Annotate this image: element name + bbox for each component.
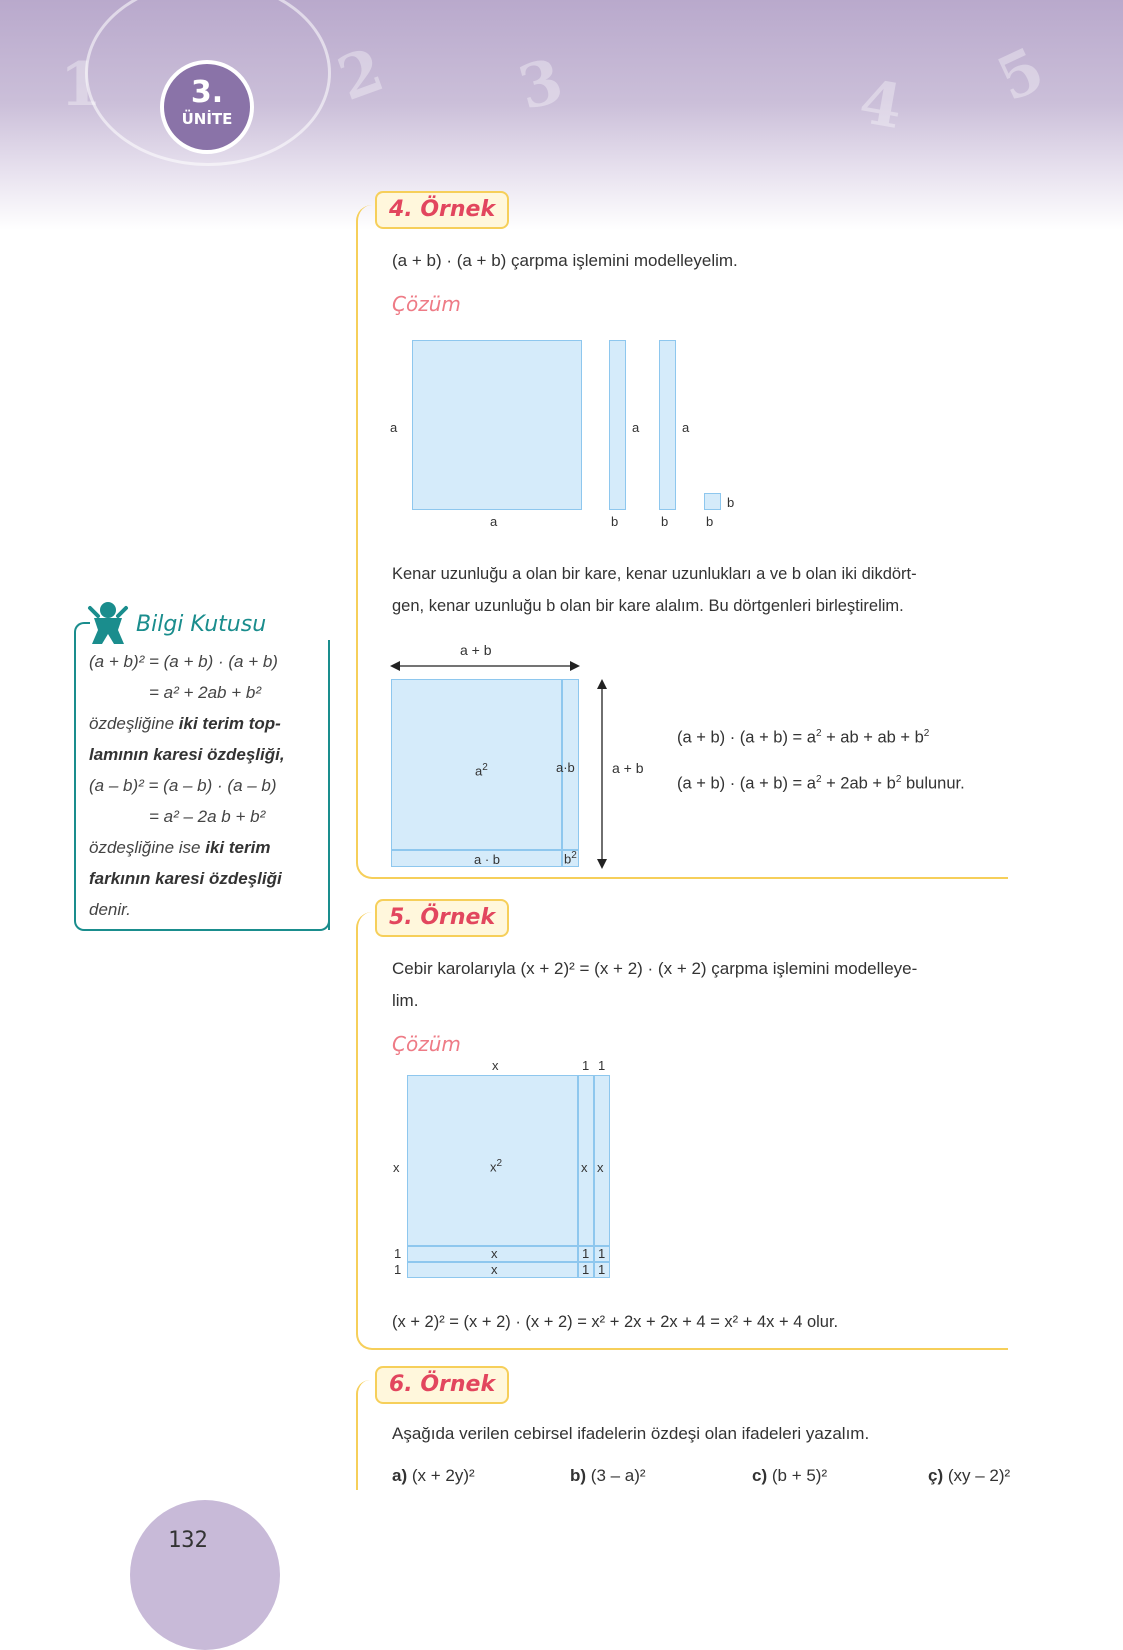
- bilgi-line: lamının karesi özdeşliği,: [89, 745, 285, 764]
- rect1-bottom-label: b: [611, 514, 619, 529]
- tiles-top-1-label: 1: [582, 1058, 590, 1073]
- tiles-unit-label: 1: [582, 1246, 590, 1261]
- rect2-side-label: a: [682, 420, 690, 435]
- fig2-right-label: a + b: [612, 760, 644, 776]
- fig2-right-arrow: [592, 679, 612, 869]
- bilgi-line: = a² – 2a b + b²: [149, 807, 266, 826]
- example6-bracket: [356, 1380, 370, 1490]
- big-square-side-label: a: [390, 420, 398, 435]
- small-square-b: [704, 493, 721, 510]
- decorative-digit: 3: [511, 45, 571, 125]
- example5-solution-label: Çözüm: [392, 1032, 461, 1056]
- example6-item-b: b) (3 – a)²: [570, 1466, 646, 1485]
- tiles-col-x-label: x: [581, 1160, 588, 1175]
- decorative-digit: 1: [60, 50, 102, 120]
- bilgi-line: özdeşliğine iki terim top-: [89, 714, 281, 733]
- rect2-bottom-label: b: [661, 514, 669, 529]
- example5-result: (x + 2)² = (x + 2) · (x + 2) = x² + 2x + 2x + 4 = x² + 4x + 4 olur.: [392, 1313, 839, 1331]
- tiles-unit-label: 1: [598, 1246, 606, 1261]
- bilgi-title: Bilgi Kutusu: [136, 612, 267, 637]
- example6-question: Aşağıda verilen cebirsel ifadelerin özdeşi olan ifadeleri yazalım.: [392, 1424, 870, 1443]
- unit-label: ÜNİTE: [181, 110, 233, 128]
- tiles-left-x-label: x: [393, 1160, 400, 1175]
- fig2-top-label: a + b: [460, 642, 492, 658]
- tiles-col-x-label: x: [597, 1160, 604, 1175]
- example6-item-a: a) (x + 2y)²: [392, 1466, 475, 1485]
- tiles-row-x-label: x: [491, 1246, 498, 1261]
- small-square-bottom-label: b: [706, 514, 714, 529]
- fig2-corner-label: $b^2$: [564, 850, 577, 867]
- tiles-top-1-label: 1: [598, 1058, 606, 1073]
- rect-ab-1: [609, 340, 626, 510]
- big-square-a: [412, 340, 582, 510]
- unit-number: 3.: [190, 75, 224, 110]
- bilgi-line: özdeşliğine ise iki terim: [89, 838, 271, 857]
- example5-question-line2: lim.: [392, 991, 419, 1010]
- example5-question-line1: Cebir karolarıyla (x + 2)² = (x + 2) · (x + 2) çarpma işlemini modelleye-: [392, 959, 918, 978]
- tiles-row-x-label: x: [491, 1262, 498, 1277]
- bilgi-box: [74, 640, 330, 931]
- bilgi-right-edge: [328, 690, 330, 930]
- bilgi-line: = a² + 2ab + b²: [149, 683, 261, 702]
- example4-equation2: $(a + b) \cdot (a + b) = a^2 + 2ab + b^2$ bulunur.: [677, 774, 965, 793]
- small-square-side-label: b: [727, 495, 735, 510]
- tiles-top-x-label: x: [492, 1058, 499, 1073]
- page-number: 132: [168, 1528, 208, 1553]
- fig2-side-rect-label: a·b: [556, 760, 575, 775]
- tiles-unit-label: 1: [582, 1262, 590, 1277]
- bilgi-line: (a – b)² = (a – b) · (a – b): [89, 776, 277, 795]
- example6-item-c: c) (b + 5)²: [752, 1466, 828, 1485]
- rect1-side-label: a: [632, 420, 640, 435]
- fig2-top-arrow: [390, 656, 580, 676]
- bilgi-line: farkının karesi özdeşliği: [89, 869, 282, 888]
- tiles-left-1-label: 1: [394, 1246, 402, 1261]
- big-square-bottom-label: a: [490, 514, 498, 529]
- example4-tag: 4. Örnek: [375, 191, 509, 229]
- example4-question: (a + b) · (a + b) çarpma işlemini modelleyelim.: [392, 251, 738, 270]
- tiles-unit-label: 1: [598, 1262, 606, 1277]
- bilgi-line: (a + b)² = (a + b) · (a + b): [89, 652, 278, 671]
- decorative-digit: 4: [854, 66, 908, 144]
- example6-item-c-cedilla: ç) (xy – 2)²: [928, 1466, 1011, 1485]
- bilgi-corner: [74, 622, 90, 642]
- tiles-center-label: $x^2$: [490, 1158, 503, 1175]
- example4-text-line1: Kenar uzunluğu a olan bir kare, kenar uzunlukları a ve b olan iki dikdört-: [392, 565, 917, 583]
- page-number-circle: [130, 1500, 280, 1650]
- rect-ab-2: [659, 340, 676, 510]
- example4-text-line2: gen, kenar uzunluğu b olan bir kare alalım. Bu dörtgenleri birleştirelim.: [392, 597, 904, 615]
- example4-equation1: $(a + b) \cdot (a + b) = a^2$ + ab + ab + $b^2$: [677, 728, 930, 747]
- decorative-digit: 2: [329, 34, 393, 116]
- example5-tag: 5. Örnek: [375, 899, 509, 937]
- tiles-left-1-label: 1: [394, 1262, 402, 1277]
- decorative-digit: 5: [987, 34, 1055, 116]
- example6-tag: 6. Örnek: [375, 1366, 509, 1404]
- unit-badge: [160, 60, 254, 154]
- bilgi-line: denir.: [89, 900, 131, 919]
- fig2-bottom-rect-label: a · b: [474, 852, 501, 867]
- fig2-center-label: $a^2$: [475, 762, 488, 779]
- example4-solution-label: Çözüm: [392, 292, 461, 316]
